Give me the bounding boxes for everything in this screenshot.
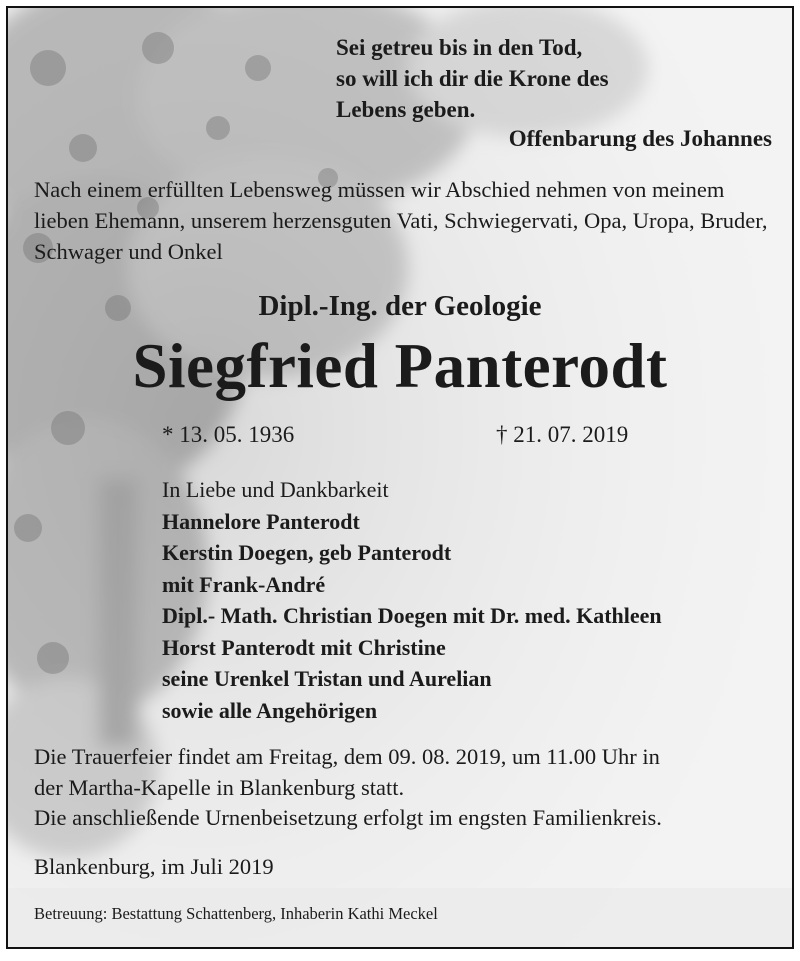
mourners-greeting: In Liebe und Dankbarkeit (162, 477, 389, 502)
mourner-name: Kerstin Doegen, geb Panterodt (162, 540, 452, 565)
mourner-name: mit Frank-André (162, 571, 326, 597)
obituary-content (8, 8, 792, 947)
intro-paragraph: Nach einem erfüllten Lebensweg müssen wir Abschied nehmen von meinem lieben Ehemann, unserem herzensguten Vati, Schwiegervati, Opa, Uropa, Bruder, Schwager und Onkel (34, 177, 768, 264)
death-date: † 21. 07. 2019 (496, 422, 629, 447)
deceased-name: Siegfried Panterodt (132, 331, 668, 401)
funeral-info (34, 742, 662, 834)
mourners-list (162, 474, 662, 726)
mourner-name: Dipl.- Math. Christian Doegen mit Dr. med. Kathleen (162, 603, 662, 628)
funeral-line: Die anschließende Urnenbeisetzung erfolgt im engsten Familienkreis. (34, 805, 662, 830)
funeral-line: Die Trauerfeier findet am Freitag, dem 09. 08. 2019, um 11.00 Uhr in (34, 744, 660, 769)
verse-line: so will ich dir die Krone des (336, 66, 609, 91)
mourner-name: Hannelore Panterodt (162, 508, 360, 534)
bible-verse (336, 32, 609, 125)
obituary-card (6, 6, 794, 949)
verse-line: Sei getreu bis in den Tod, (336, 35, 583, 60)
verse-line: Lebens geben. (336, 97, 476, 122)
deceased-title: Dipl.-Ing. der Geologie (258, 290, 542, 322)
mourner-name: seine Urenkel Tristan und Aurelian (162, 666, 492, 691)
place-date: Blankenburg, im Juli 2019 (34, 854, 274, 879)
mourner-name: Horst Panterodt mit Christine (162, 634, 446, 660)
birth-date: * 13. 05. 1936 (162, 422, 295, 447)
undertaker-note: Betreuung: Bestattung Schattenberg, Inhaberin Kathi Meckel (34, 904, 438, 923)
verse-source: Offenbarung des Johannes (508, 126, 772, 151)
mourner-name: sowie alle Angehörigen (162, 697, 378, 723)
funeral-line: der Martha-Kapelle in Blankenburg statt. (34, 774, 405, 800)
